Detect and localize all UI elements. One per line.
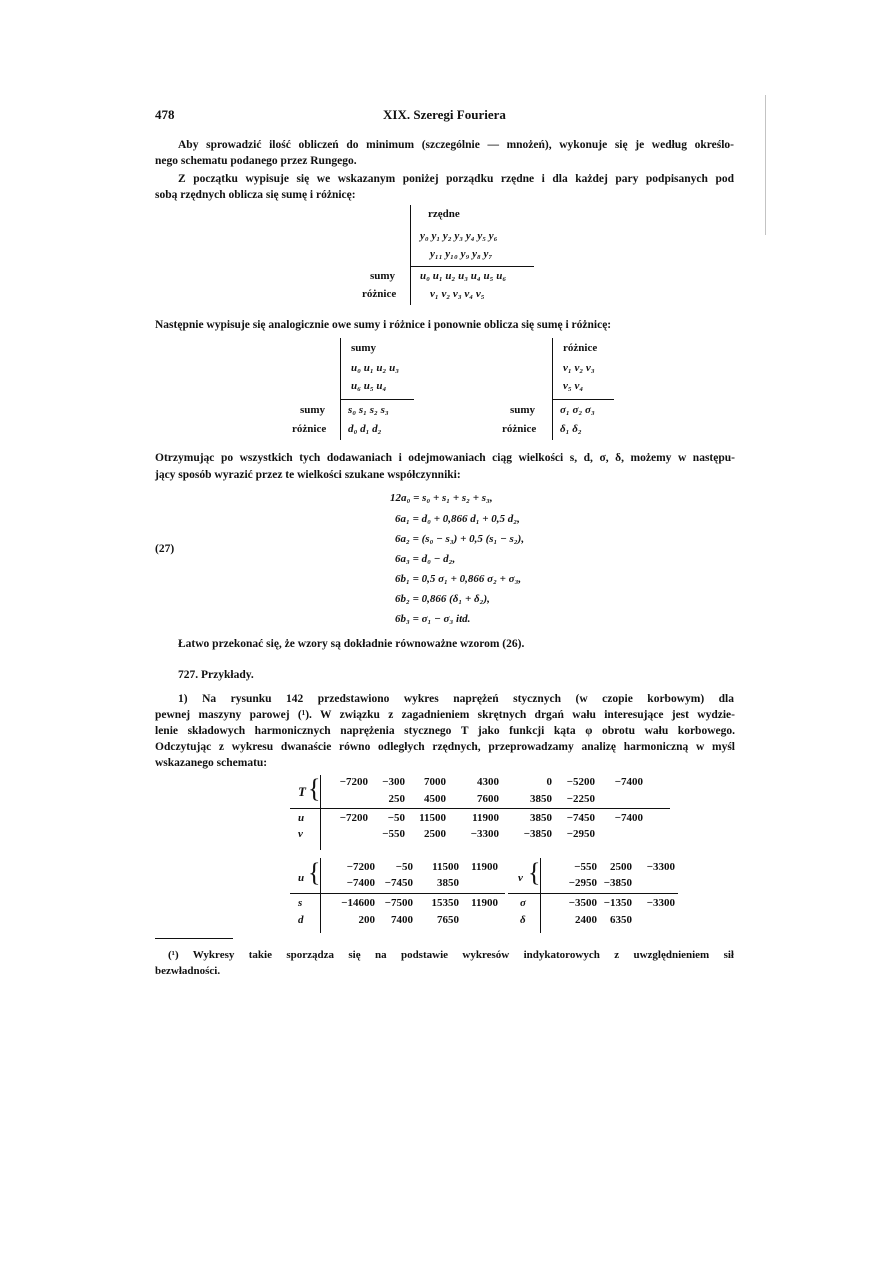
delta-row-cell: 6350 [610, 914, 632, 926]
left-sums-label: sumy [300, 404, 326, 416]
d-label: d [298, 914, 304, 926]
mid-text-1: Następnie wypisuje się analogicznie owe sumy i różnice i ponownie oblicza się sumę i różnicę: [155, 319, 612, 331]
left-sums-row: s₀ s₁ s₂ s₃ [348, 404, 389, 416]
sigma-label: σ [520, 897, 526, 909]
formula-3: 6a₂ = (s₀ − s₃) + 0,5 (s₁ − s₂), [395, 533, 525, 545]
u2-row-2-cell: 3850 [437, 877, 459, 889]
intro-line-3: Z początku wypisuje się we wskazanym poniżej porządku rzędne i dla każdej pary podpisanych pod [178, 173, 734, 185]
delta-label: δ [520, 914, 526, 926]
right-row-a: v₁ v₂ v₃ [563, 362, 595, 374]
u2-row-1-cell: 11500 [432, 861, 459, 873]
left-diffs-label: różnice [292, 423, 327, 435]
intro-line-2: nego schematu podanego przez Rungego. [155, 155, 357, 167]
t-row-1-cell: −300 [382, 776, 405, 788]
s-label: s [298, 897, 303, 909]
d-row-cell: 200 [358, 914, 375, 926]
left-diffs-row: d₀ d₁ d₂ [348, 423, 382, 435]
v-row-cell: −3850 [523, 828, 552, 840]
v2-brace: { [528, 858, 541, 887]
example-line-5: wskazanego schematu: [155, 757, 268, 769]
d-row-cell: 7400 [391, 914, 413, 926]
right-sums-row: σ₁ σ₂ σ₃ [560, 404, 595, 416]
mid-text-2-line-2: jący sposób wyrazić przez te wielkości szukane współczynniki: [155, 469, 461, 481]
s-row-cell: 15350 [431, 897, 459, 909]
v2-row-2-cell: −2950 [568, 877, 597, 889]
u-row-cell: −7200 [339, 812, 368, 824]
t-brace: { [308, 774, 321, 803]
delta-row-cell: 2400 [575, 914, 597, 926]
u2-row-1-cell: −50 [395, 861, 413, 873]
u-row-cell: 11900 [472, 812, 499, 824]
page-edge-shadow [765, 95, 766, 235]
formula-4: 6a₃ = d₀ − d₂, [395, 553, 456, 565]
footnote-line-1: (¹) Wykresy takie sporządza się na podstawie wykresów indykatorowych z uwzględnieniem sił [168, 949, 734, 961]
sigma-row-cell: −3300 [646, 897, 675, 909]
t-row-1-cell: −7200 [339, 776, 368, 788]
footnote-rule [155, 938, 233, 939]
u-label: u [298, 812, 305, 824]
sigma-row-cell: −3500 [568, 897, 597, 909]
t-row-2-cell: 7600 [477, 793, 499, 805]
u2-row-2-cell: −7400 [346, 877, 375, 889]
footnote-line-2: bezwładności. [155, 965, 221, 977]
v-row-cell: 2500 [424, 828, 446, 840]
right-row-b: v₅ v₄ [563, 380, 584, 392]
running-title: XIX. Szeregi Fouriera [383, 107, 506, 122]
right-diffs-row: δ₁ δ₂ [560, 423, 582, 435]
formula-7: 6b₃ = σ₁ − σ₃ itd. [395, 613, 471, 625]
after-formulas-text: Łatwo przekonać się, że wzory są dokładnie równoważne wzorom (26). [178, 638, 525, 650]
sums-label: sumy [370, 270, 396, 282]
u-row-cell: −7450 [566, 812, 595, 824]
right-diffs-label: różnice [502, 423, 537, 435]
t-label: T [298, 784, 306, 799]
t-row-1-cell: 7000 [424, 776, 446, 788]
intro-line-1: Aby sprowadzić ilość obliczeń do minimum (szczególnie — mnożeń), wykonuje się je według określo- [178, 139, 734, 151]
t-row-1-cell: −7400 [614, 776, 643, 788]
v-row-cell: −2950 [566, 828, 595, 840]
intro-line-4: sobą rzędnych oblicza się sumę i różnicę: [155, 189, 356, 201]
ordinates-row-b: y₁₁ y₁₀ y₉ y₈ y₇ [430, 248, 493, 260]
u2-brace: { [308, 858, 321, 887]
formula-1: 12a₀ = s₀ + s₁ + s₂ + s₃, [390, 492, 493, 504]
s-row-cell: −7500 [384, 897, 413, 909]
page-number: 478 [155, 107, 175, 122]
ordinates-header: rzędne [428, 208, 460, 220]
s-row-cell: −14600 [341, 897, 375, 909]
formula-2: 6a₁ = d₀ + 0,866 d₁ + 0,5 d₂, [395, 513, 520, 525]
sigma-row-cell: −1350 [603, 897, 632, 909]
s-row-cell: 11900 [471, 897, 498, 909]
u2-row-1-cell: −7200 [346, 861, 375, 873]
example-line-2: pewnej maszyny parowej (¹). W związku z zagadnieniem skrętnych drgań wału interesujące jest wydzie- [155, 709, 735, 721]
example-line-4: Odczytując z wykresu dwanaście równo odległych rzędnych, przeprowadzamy analizę harmoniczną w myśl [155, 741, 735, 753]
right-sums-label: sumy [510, 404, 536, 416]
u-row-cell: −50 [387, 812, 405, 824]
t-row-1-cell: 0 [546, 776, 552, 788]
formula-5: 6b₁ = 0,5 σ₁ + 0,866 σ₂ + σ₃, [395, 573, 522, 585]
diffs-label: różnice [362, 288, 397, 300]
t-row-2-cell: 4500 [424, 793, 446, 805]
left-row-a: u₀ u₁ u₂ u₃ [351, 362, 400, 374]
sums-row: u₀ u₁ u₂ u₃ u₄ u₅ u₆ [420, 270, 507, 282]
t-row-2-cell: 250 [388, 793, 405, 805]
diffs-row: v₁ v₂ v₃ v₄ v₅ [430, 288, 485, 300]
section-title: 727. Przykłady. [178, 669, 254, 681]
u-row-cell: 11500 [419, 812, 446, 824]
u2-label: u [298, 872, 305, 884]
u-row-cell: 3850 [530, 812, 552, 824]
v2-row-2-cell: −3850 [603, 877, 632, 889]
t-row-1-cell: −5200 [566, 776, 595, 788]
d-row-cell: 7650 [437, 914, 459, 926]
t-row-2-cell: −2250 [566, 793, 595, 805]
u-row-cell: −7400 [614, 812, 643, 824]
mid-text-2-line-1: Otrzymując po wszystkich tych dodawaniach i odejmowaniach ciąg wielkości s, d, σ, δ, możemy w następu- [155, 452, 735, 464]
v2-row-1-cell: 2500 [610, 861, 632, 873]
v2-label: v [518, 872, 523, 884]
v-row-cell: −3300 [470, 828, 499, 840]
formula-label: (27) [155, 543, 175, 555]
example-line-3: lenie składowych harmonicznych naprężenia stycznego T jako funkcji kąta φ obrotu wału korbowego. [155, 725, 735, 737]
right-header: różnice [563, 342, 598, 354]
ordinates-row-a: y₀ y₁ y₂ y₃ y₄ y₅ y₆ [420, 230, 498, 242]
u2-row-1-cell: 11900 [471, 861, 498, 873]
v2-row-1-cell: −3300 [646, 861, 675, 873]
t-row-2-cell: 3850 [530, 793, 552, 805]
v2-row-1-cell: −550 [574, 861, 597, 873]
example-line-1: 1) Na rysunku 142 przedstawiono wykres naprężeń stycznych (w czopie korbowym) dla [178, 693, 734, 705]
v-row-cell: −550 [382, 828, 405, 840]
left-row-b: u₆ u₅ u₄ [351, 380, 387, 392]
formula-6: 6b₂ = 0,866 (δ₁ + δ₂), [395, 593, 490, 605]
v-label: v [298, 828, 303, 840]
left-header: sumy [351, 342, 377, 354]
t-row-1-cell: 4300 [477, 776, 499, 788]
u2-row-2-cell: −7450 [384, 877, 413, 889]
